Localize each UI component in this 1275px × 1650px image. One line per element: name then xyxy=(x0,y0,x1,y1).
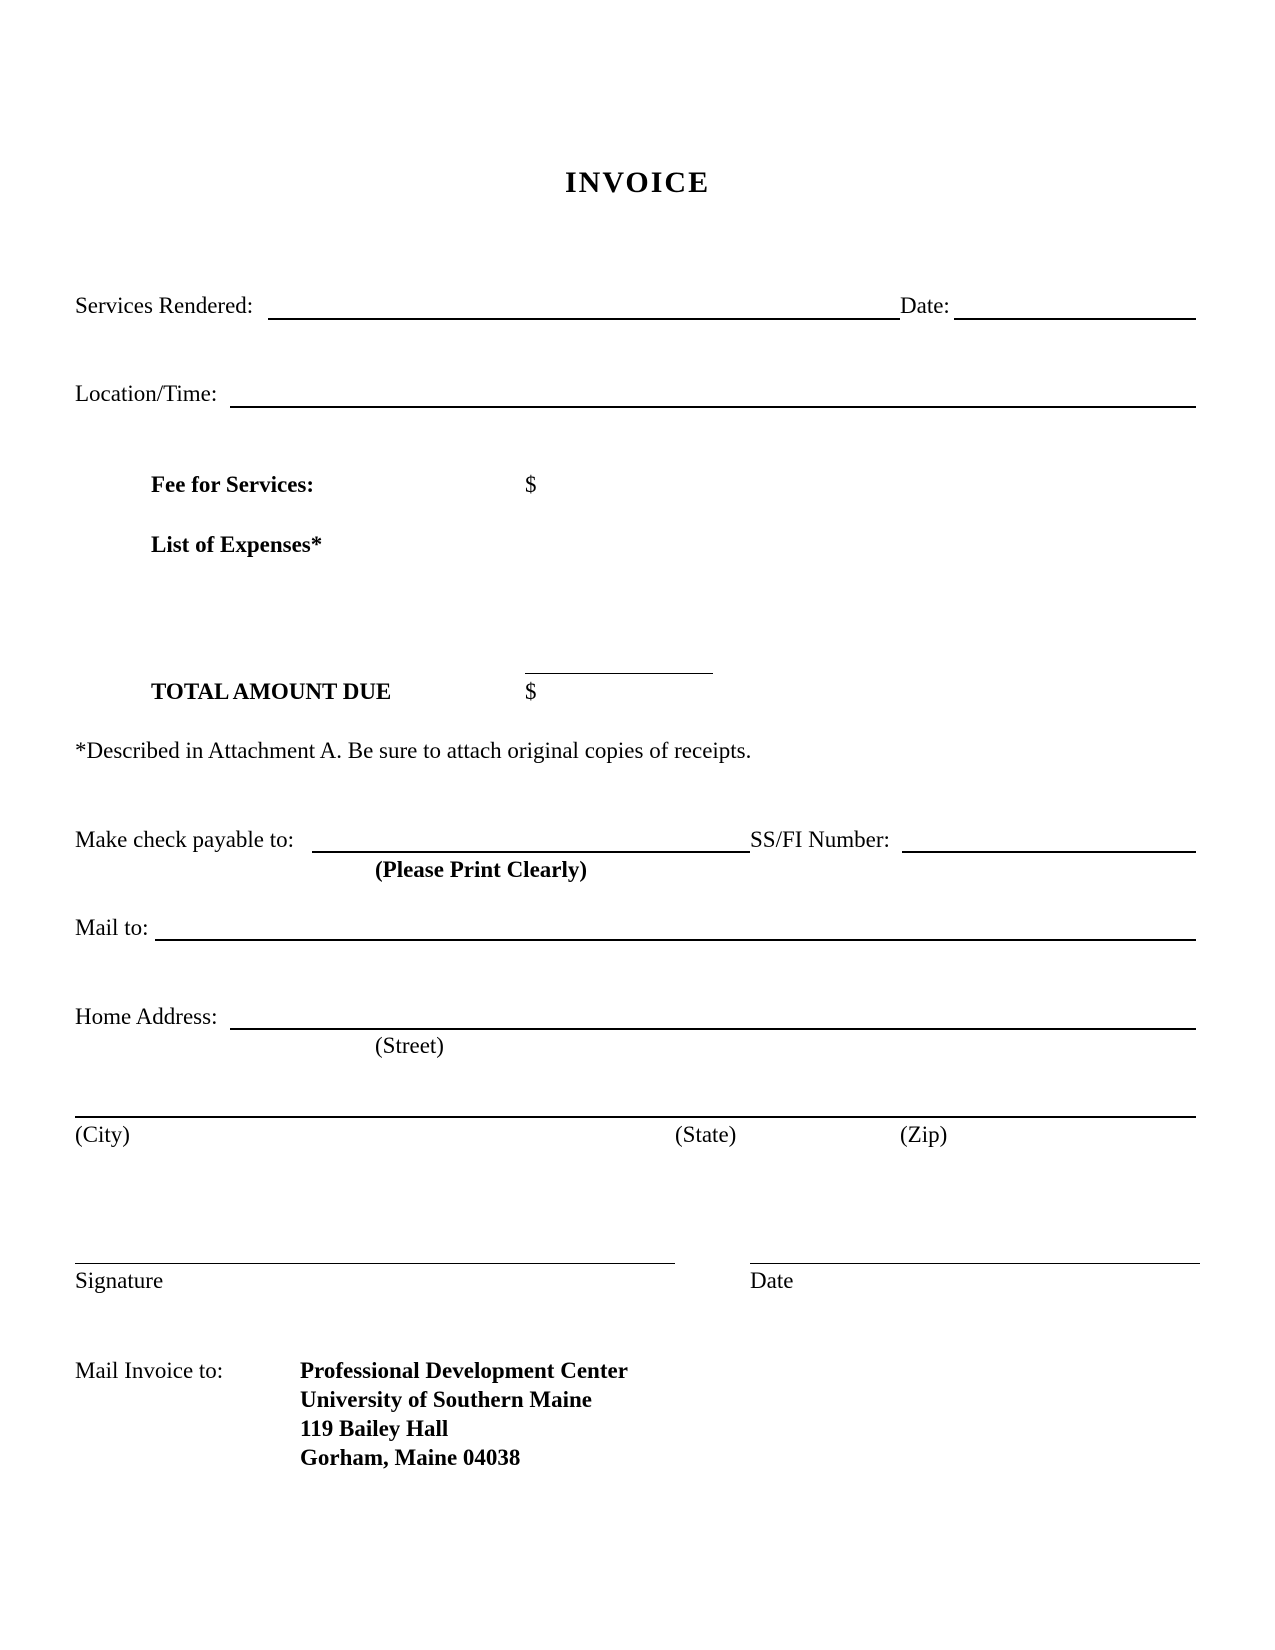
services-rendered-label: Services Rendered: xyxy=(75,293,254,318)
signature-date-line[interactable] xyxy=(750,1263,1200,1264)
date-label: Date: xyxy=(900,293,950,318)
signature-label: Signature xyxy=(75,1268,164,1293)
make-check-payable-label: Make check payable to: xyxy=(75,827,295,852)
location-time-line[interactable] xyxy=(230,406,1196,408)
footnote: *Described in Attachment A. Be sure to attach original copies of receipts. xyxy=(75,738,752,763)
total-amount-due-label: TOTAL AMOUNT DUE xyxy=(151,679,392,704)
make-check-payable-line[interactable] xyxy=(312,851,750,853)
ss-fi-number-line[interactable] xyxy=(902,851,1196,853)
home-address-label: Home Address: xyxy=(75,1004,218,1029)
ss-fi-number-label: SS/FI Number: xyxy=(750,827,890,852)
page-title: INVOICE xyxy=(565,166,711,199)
total-rule xyxy=(525,673,713,674)
street-label: (Street) xyxy=(375,1033,444,1058)
home-address-line[interactable] xyxy=(230,1028,1196,1030)
fee-currency: $ xyxy=(525,472,537,497)
services-rendered-line[interactable] xyxy=(268,318,900,320)
signature-date-label: Date xyxy=(750,1268,794,1293)
total-currency: $ xyxy=(525,679,537,704)
list-of-expenses-label: List of Expenses* xyxy=(151,532,323,557)
mail-invoice-address-line-3: 119 Bailey Hall xyxy=(300,1416,449,1441)
signature-line[interactable] xyxy=(75,1263,675,1264)
city-label: (City) xyxy=(75,1122,130,1147)
location-time-label: Location/Time: xyxy=(75,381,218,406)
mail-to-line[interactable] xyxy=(155,939,1196,941)
mail-invoice-address-line-4: Gorham, Maine 04038 xyxy=(300,1445,521,1470)
state-label: (State) xyxy=(675,1122,737,1147)
mail-invoice-address-line-1: Professional Development Center xyxy=(300,1358,628,1383)
mail-invoice-label: Mail Invoice to: xyxy=(75,1358,224,1383)
please-print-note: (Please Print Clearly) xyxy=(375,857,588,882)
fee-for-services-label: Fee for Services: xyxy=(151,472,315,497)
mail-to-label: Mail to: xyxy=(75,915,149,940)
city-state-zip-line[interactable] xyxy=(75,1116,1196,1118)
zip-label: (Zip) xyxy=(900,1122,948,1147)
mail-invoice-address-line-2: University of Southern Maine xyxy=(300,1387,592,1412)
date-line[interactable] xyxy=(954,318,1196,320)
